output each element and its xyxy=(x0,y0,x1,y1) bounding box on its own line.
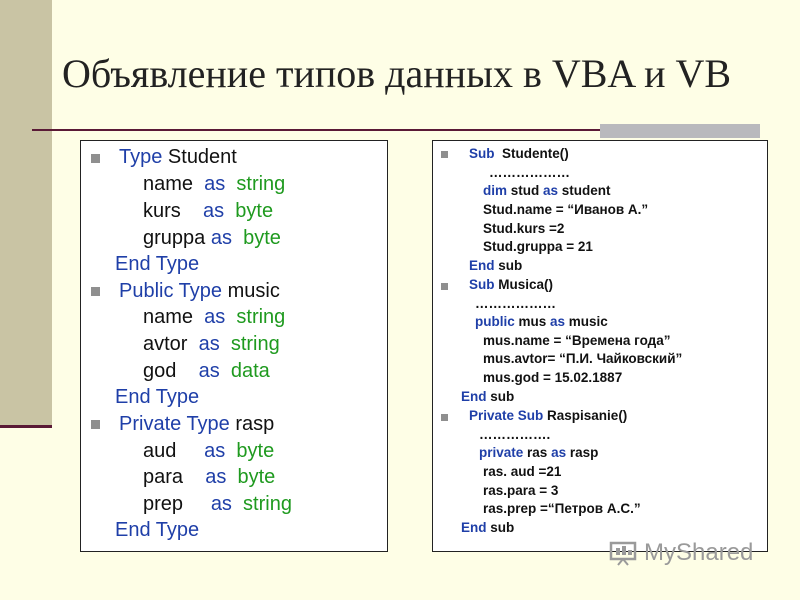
code-token: Sub xyxy=(469,146,495,161)
code-token: End xyxy=(461,520,487,535)
code-line xyxy=(483,333,670,348)
code-token: dim xyxy=(483,183,508,198)
code-token: god xyxy=(143,360,199,382)
code-line xyxy=(143,360,270,383)
bullet-icon xyxy=(91,420,100,429)
code-line xyxy=(143,333,280,356)
code-line xyxy=(483,483,558,498)
code-token: mus xyxy=(514,314,551,329)
code-line xyxy=(119,146,237,169)
code-token: ras xyxy=(523,445,552,460)
code-token: prep xyxy=(143,493,211,515)
code-token: avtor xyxy=(143,333,199,355)
code-token: Student xyxy=(162,146,237,168)
code-line xyxy=(483,183,611,198)
code-line xyxy=(483,464,561,479)
code-line xyxy=(479,445,598,460)
code-token: as xyxy=(198,360,220,382)
code-token: as xyxy=(204,440,226,462)
watermark-text: MyShared xyxy=(644,539,754,566)
code-token: as xyxy=(198,333,220,355)
left-decor-rule xyxy=(0,425,52,428)
code-line xyxy=(469,408,627,423)
code-token: rasp xyxy=(566,445,599,460)
code-token: Stud.gruppa = 21 xyxy=(483,239,593,254)
code-token: End Type xyxy=(115,253,200,275)
code-token: gruppa xyxy=(143,227,211,249)
code-token: aud xyxy=(143,440,205,462)
code-line xyxy=(483,202,648,217)
code-token: byte xyxy=(224,200,274,222)
code-token: stud xyxy=(507,183,544,198)
code-token: student xyxy=(558,183,611,198)
code-line xyxy=(479,427,550,442)
code-line xyxy=(119,280,280,303)
code-token: ……………… xyxy=(475,296,556,311)
code-token: as xyxy=(210,227,232,249)
code-token: string xyxy=(225,173,286,195)
code-line xyxy=(461,520,514,535)
code-token: Studente() xyxy=(494,146,569,161)
bullet-icon xyxy=(441,151,448,158)
code-token: data xyxy=(219,360,270,382)
code-token: mus.name = “Времена года” xyxy=(483,333,671,348)
code-line xyxy=(469,258,522,273)
code-token: End Type xyxy=(115,519,200,541)
bullet-icon xyxy=(91,154,100,163)
code-token: byte xyxy=(225,440,275,462)
code-token: End Type xyxy=(115,386,200,408)
code-token: sub xyxy=(494,258,523,273)
code-token: Sub xyxy=(469,277,495,292)
code-token: End xyxy=(469,258,495,273)
code-token: public xyxy=(475,314,515,329)
code-token: sub xyxy=(486,389,515,404)
code-token: as xyxy=(543,183,559,198)
code-line xyxy=(143,493,292,516)
code-token: string xyxy=(219,333,280,355)
code-token: as xyxy=(551,445,567,460)
code-line xyxy=(143,440,274,463)
code-token: as xyxy=(210,493,232,515)
code-token: ras.prep =“Петров А.С.” xyxy=(483,501,641,516)
code-line xyxy=(469,277,553,292)
code-token: mus.god = 15.02.1887 xyxy=(483,370,623,385)
code-line xyxy=(143,227,281,250)
code-token: para xyxy=(143,466,206,488)
code-line xyxy=(483,221,564,236)
code-token: Private Type xyxy=(119,413,230,435)
code-token: Stud.name = “Иванов А.” xyxy=(483,202,649,217)
code-line xyxy=(143,173,285,196)
code-token: kurs xyxy=(143,200,192,222)
code-token: ras. aud =21 xyxy=(483,464,562,479)
code-token: as xyxy=(191,200,225,222)
code-token: music xyxy=(565,314,608,329)
bullet-icon xyxy=(91,287,100,296)
code-token: End xyxy=(461,389,487,404)
code-token: sub xyxy=(486,520,515,535)
code-token: string xyxy=(231,493,292,515)
watermark xyxy=(608,536,778,570)
type-declarations-panel xyxy=(80,140,388,552)
code-line xyxy=(489,165,570,180)
code-token: mus.avtor= “П.И. Чайковский” xyxy=(483,351,683,366)
code-token: as xyxy=(204,306,226,328)
left-decor-band xyxy=(0,0,52,428)
code-line xyxy=(143,200,273,223)
code-token: name xyxy=(143,306,205,328)
bullet-icon xyxy=(441,414,448,421)
code-token: Stud.kurs =2 xyxy=(483,221,565,236)
code-token: Type xyxy=(119,146,163,168)
code-token: as xyxy=(550,314,566,329)
code-line xyxy=(483,239,593,254)
code-line xyxy=(469,146,569,161)
code-token: string xyxy=(225,306,286,328)
code-token: Musica() xyxy=(494,277,554,292)
code-token: Public Type xyxy=(119,280,223,302)
code-token: ras.para = 3 xyxy=(483,483,559,498)
code-line xyxy=(483,501,641,516)
code-line xyxy=(119,413,274,436)
code-line xyxy=(143,466,275,489)
code-token: ……………… xyxy=(489,165,570,180)
presentation-logo-icon xyxy=(608,540,638,566)
bullet-icon xyxy=(441,283,448,290)
code-line xyxy=(483,351,682,366)
code-line xyxy=(475,314,608,329)
code-token: Raspisanie() xyxy=(543,408,628,423)
code-line xyxy=(475,296,556,311)
code-line xyxy=(115,253,199,276)
code-token: as xyxy=(205,466,227,488)
code-line xyxy=(115,519,199,542)
code-line xyxy=(143,306,285,329)
code-token: Private Sub xyxy=(469,408,544,423)
code-token: ……………. xyxy=(479,427,551,442)
usage-example-panel xyxy=(432,140,768,552)
code-line xyxy=(115,386,199,409)
code-line xyxy=(483,370,622,385)
code-line xyxy=(461,389,514,404)
title-accent-bar xyxy=(600,124,760,138)
code-token: byte xyxy=(226,466,276,488)
code-token: byte xyxy=(231,227,281,249)
code-token: as xyxy=(204,173,226,195)
code-token: name xyxy=(143,173,205,195)
slide-title: Объявление типов данных в VBA и VB xyxy=(62,51,732,96)
code-token: private xyxy=(479,445,524,460)
code-token: rasp xyxy=(229,413,275,435)
code-token: music xyxy=(222,280,280,302)
